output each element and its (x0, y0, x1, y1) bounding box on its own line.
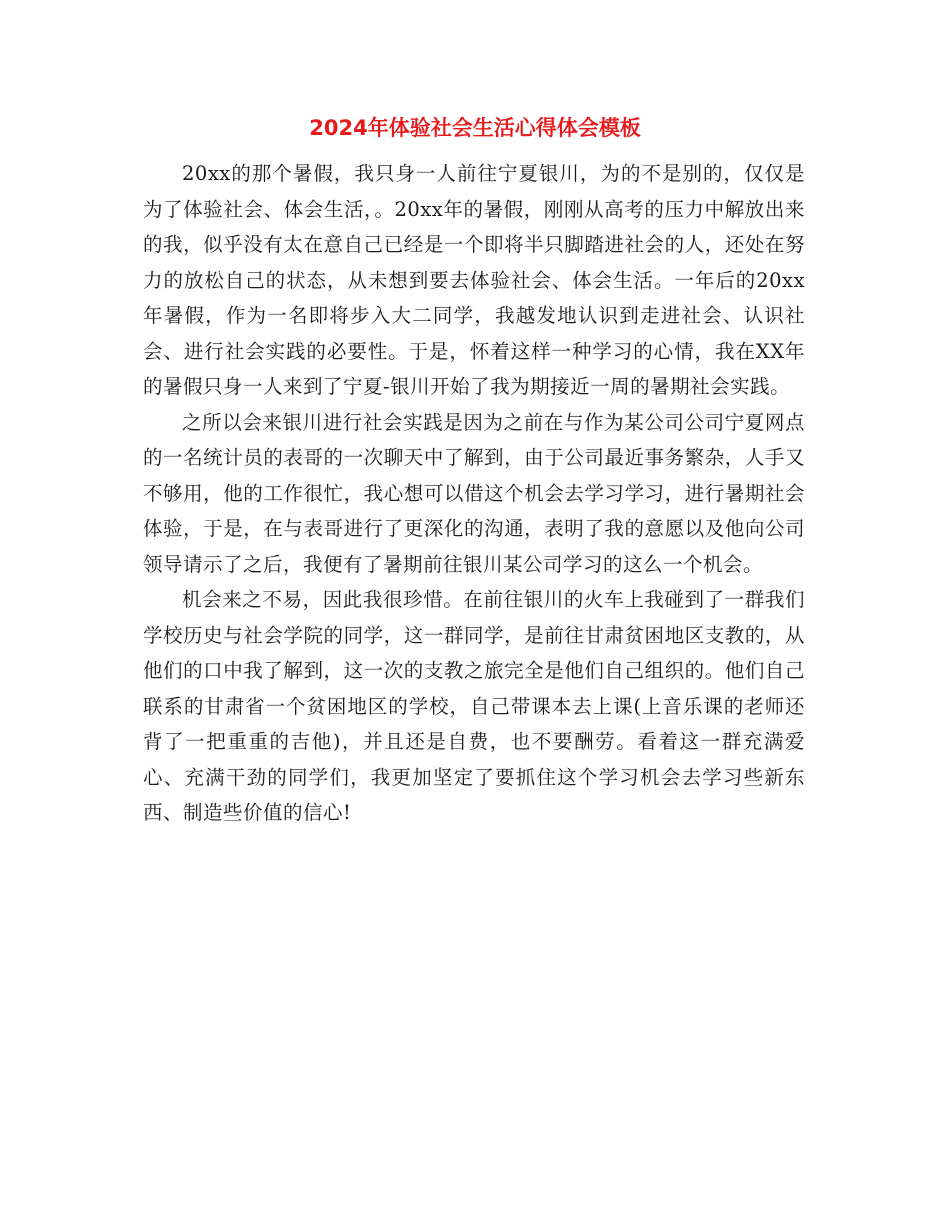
paragraph-3: 机会来之不易，因此我很珍惜。在前往银川的火车上我碰到了一群我们学校历史与社会学院的同学，这一群同学，是前往甘肃贫困地区支教的，从他们的口中我了解到，这一次的支教之旅完全是他们自己组织的。他们自己联系的甘肃省一个贫困地区的学校，自己带课本去上课(上音乐课的老师还背了一把重重的吉他)，并且还是自费，也不要酬劳。看着这一群充满爱心、充满干劲的同学们，我更加坚定了要抓住这个学习机会去学习些新东西、制造些价值的信心! (143, 588, 805, 824)
document-body (143, 156, 805, 831)
paragraph-1: 20xx的那个暑假，我只身一人前往宁夏银川，为的不是别的，仅仅是为了体验社会、体会生活，。20xx年的暑假，刚刚从高考的压力中解放出来的我，似乎没有太在意自己已经是一个即将半只脚踏进社会的人，还处在努力的放松自己的状态，从未想到要去体验社会、体会生活。一年后的20xx年暑假，作为一名即将步入大二同学，我越发地认识到走进社会、认识社会、进行社会实践的必要性。于是，怀着这样一种学习的心情，我在XX年的暑假只身一人来到了宁夏-银川开始了我为期接近一周的暑期社会实践。 (143, 162, 805, 398)
paragraph-2: 之所以会来银川进行社会实践是因为之前在与作为某公司公司宁夏网点的一名统计员的表哥的一次聊天中了解到，由于公司最近事务繁杂，人手又不够用，他的工作很忙，我心想可以借这个机会去学习学习，进行暑期社会体验，于是，在与表哥进行了更深化的沟通，表明了我的意愿以及他向公司领导请示了之后，我便有了暑期前往银川某公司学习的这么一个机会。 (143, 410, 805, 576)
document-title: 2024年体验社会生活心得体会模板 (309, 116, 641, 140)
